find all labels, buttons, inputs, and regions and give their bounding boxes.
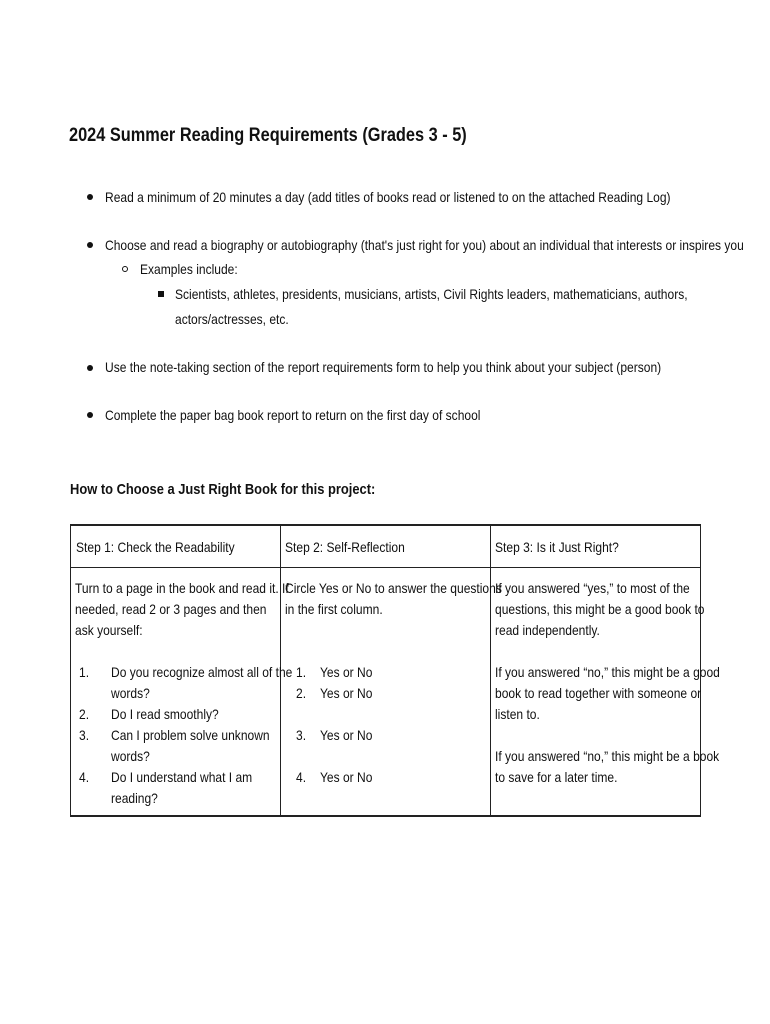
col3-text: to save for a later time.: [495, 769, 618, 785]
col3-text: read independently.: [495, 622, 600, 638]
sub-sub-bullet-item: Scientists, athletes, presidents, musicians, artists, Civil Rights leaders, mathematicians, authors,: [175, 286, 688, 302]
col1-intro: ask yourself:: [75, 622, 143, 638]
header-step-1: Step 1: Check the Readability: [76, 539, 235, 555]
bullet-dot: [87, 412, 93, 418]
just-right-book-table: Step 1: Check the Readability Step 2: Self-Reflection Step 3: Is it Just Right? Turn to a page in the book and read it. If needed, read 2 or 3 pages and then ask yourself: 1. Do you recognize almost all of the words? 2. Do I read smoothly? 3. Can I problem solve unknown words? 4. Do I understand what I am reading? Circle Yes or No to answer the questions in the first column. 1. Yes or No 2. Yes or No 3. Yes or No 4. Yes or No If you answered “yes,” to most of the questions, this might be a good book to read independently. If you answered “no,” this might be a good book to read together with someone or listen to. If you answered “no,” this might be a book to save for a later time.: [70, 524, 701, 817]
sub-sub-bullet-square: [158, 291, 164, 297]
section-title: How to Choose a Just Right Book for this project:: [70, 481, 376, 498]
sub-bullet-circle: [122, 266, 128, 272]
col1-intro: Turn to a page in the book and read it. If: [75, 580, 289, 596]
col3-text: book to read together with someone or: [495, 685, 702, 701]
bullet-item: Choose and read a biography or autobiography (that's just right for you) about an individual that interests or inspires you: [105, 237, 744, 253]
header-step-3: Step 3: Is it Just Right?: [495, 539, 619, 555]
bullet-item: Read a minimum of 20 minutes a day (add titles of books read or listened to on the attached Reading Log): [105, 189, 671, 205]
header-divider: [71, 567, 700, 568]
col3-text: If you answered “yes,” to most of the: [495, 580, 690, 596]
col3-text: If you answered “no,” this might be a book: [495, 748, 720, 764]
bullet-dot: [87, 194, 93, 200]
sub-sub-bullet-item-cont: actors/actresses, etc.: [175, 311, 289, 327]
col3-text: listen to.: [495, 706, 540, 722]
sub-bullet-item: Examples include:: [140, 261, 238, 277]
bullet-item: Use the note-taking section of the report requirements form to help you think about your subject (person): [105, 359, 662, 375]
header-step-2: Step 2: Self-Reflection: [285, 539, 405, 555]
col1-intro: needed, read 2 or 3 pages and then: [75, 601, 267, 617]
page-title: 2024 Summer Reading Requirements (Grades 3 - 5): [69, 125, 467, 146]
column-divider: [490, 526, 491, 815]
col3-text: questions, this might be a good book to: [495, 601, 705, 617]
col2-intro: in the first column.: [285, 601, 383, 617]
bullet-item: Complete the paper bag book report to return on the first day of school: [105, 407, 481, 423]
bullet-dot: [87, 365, 93, 371]
col3-text: If you answered “no,” this might be a good: [495, 664, 720, 680]
bullet-dot: [87, 242, 93, 248]
col2-intro: Circle Yes or No to answer the questions: [285, 580, 502, 596]
